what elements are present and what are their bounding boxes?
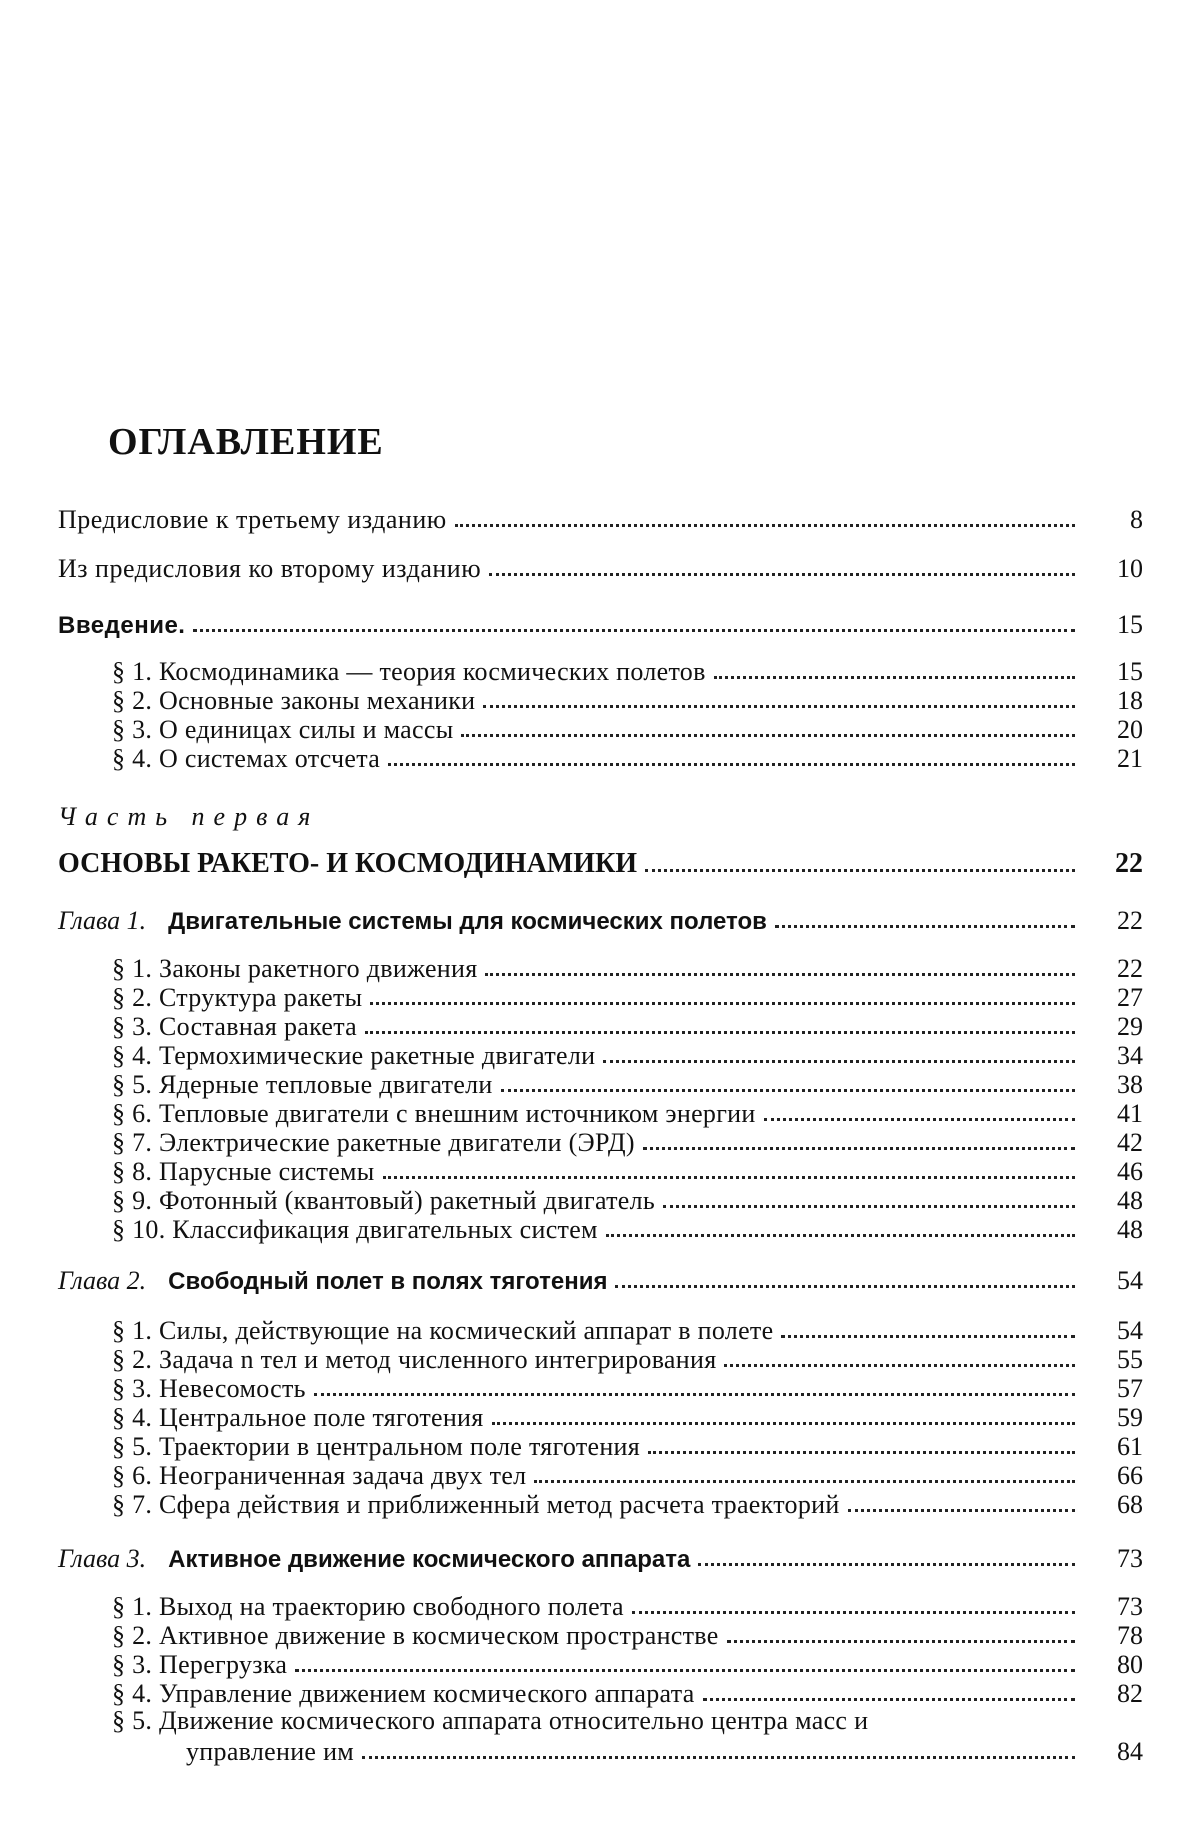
toc-section[interactable] [112, 1184, 1143, 1214]
section-label: § 6. Тепловые двигатели с внешним источником энергии [112, 1099, 756, 1128]
section-page: 21 [1117, 744, 1143, 773]
section-label: § 3. Невесомость [112, 1374, 306, 1403]
leader-dots [314, 1393, 1075, 1396]
section-label: § 9. Фотонный (квантовый) ракетный двигатель [112, 1186, 656, 1215]
leader-dots [362, 1756, 1075, 1759]
section-label: § 1. Силы, действующие на космический аппарат в полете [112, 1316, 774, 1345]
section-label-line1: § 5. Движение космического аппарата относительно центра масс и [112, 1706, 869, 1735]
section-label: § 6. Неограниченная задача двух тел [112, 1461, 527, 1490]
leader-dots [632, 1611, 1075, 1614]
leader-dots [645, 869, 1075, 872]
entry-label: Из предисловия ко второму изданию [58, 554, 482, 583]
chapter-number: Глава 3. [58, 1544, 147, 1573]
section-page: 80 [1117, 1650, 1143, 1679]
section-label: § 3. Составная ракета [112, 1012, 358, 1041]
section-page: 22 [1117, 954, 1143, 983]
section-page: 48 [1117, 1186, 1143, 1215]
section-label: § 2. Задача n тел и метод численного интегрирования [112, 1345, 717, 1374]
chapter-page: 22 [1117, 906, 1143, 935]
entry-page: 8 [1130, 505, 1143, 534]
section-page: 18 [1117, 686, 1143, 715]
leader-dots [781, 1335, 1075, 1338]
leader-dots [724, 1364, 1075, 1367]
section-page: 57 [1117, 1374, 1143, 1403]
section-label-line2: управление им [186, 1737, 355, 1766]
toc-section[interactable] [112, 1155, 1143, 1185]
leader-dots [489, 573, 1075, 576]
toc-entry[interactable] [58, 503, 1143, 533]
leader-dots [534, 1480, 1075, 1483]
leader-dots [193, 629, 1075, 632]
leader-dots [615, 1285, 1075, 1288]
toc-chapter[interactable] [58, 1264, 1143, 1294]
section-label: § 3. Перегрузка [112, 1650, 288, 1679]
toc-section[interactable] [112, 655, 1143, 685]
section-page: 84 [1117, 1737, 1143, 1766]
leader-dots [603, 1060, 1075, 1063]
toc-section[interactable] [112, 1213, 1143, 1243]
section-label: § 3. О единицах силы и массы [112, 715, 454, 744]
section-label: § 1. Выход на траекторию свободного полета [112, 1592, 624, 1621]
toc-chapter[interactable] [58, 904, 1143, 934]
leader-dots [365, 1031, 1075, 1034]
chapter-number: Глава 2. [58, 1266, 147, 1295]
section-label: § 5. Траектории в центральном поле тяготения [112, 1432, 641, 1461]
toc-section[interactable] [112, 1343, 1143, 1373]
leader-dots [643, 1147, 1075, 1150]
section-page: 15 [1117, 657, 1143, 686]
leader-dots [485, 973, 1075, 976]
section-label: § 2. Основные законы механики [112, 686, 476, 715]
leader-dots [383, 1176, 1075, 1179]
toc-section[interactable] [112, 1590, 1143, 1620]
leader-dots [501, 1089, 1075, 1092]
toc-section[interactable] [112, 1097, 1143, 1127]
section-label: § 10. Классификация двигательных систем [112, 1215, 598, 1244]
toc-section[interactable] [112, 1488, 1143, 1518]
section-page: 27 [1117, 983, 1143, 1012]
section-label: § 4. Термохимические ракетные двигатели [112, 1041, 596, 1070]
toc-section[interactable] [112, 1068, 1143, 1098]
toc-chapter[interactable] [58, 1542, 1143, 1572]
chapter-page: 73 [1117, 1544, 1143, 1573]
toc-section[interactable] [112, 1401, 1143, 1431]
section-page: 59 [1117, 1403, 1143, 1432]
section-page: 73 [1117, 1592, 1143, 1621]
toc-entry-intro[interactable] [58, 608, 1143, 638]
leader-dots [370, 1002, 1075, 1005]
section-page: 46 [1117, 1157, 1143, 1186]
leader-dots [775, 925, 1075, 928]
entry-page: 15 [1117, 610, 1143, 639]
section-page: 78 [1117, 1621, 1143, 1650]
toc-section[interactable] [112, 1459, 1143, 1489]
leader-dots [703, 1698, 1075, 1701]
toc-section[interactable] [112, 1010, 1143, 1040]
leader-dots [848, 1509, 1075, 1512]
section-page: 34 [1117, 1041, 1143, 1070]
toc-section-multiline[interactable] [112, 1706, 1143, 1736]
section-page: 68 [1117, 1490, 1143, 1519]
leader-dots [606, 1234, 1075, 1237]
leader-dots [698, 1563, 1075, 1566]
toc-entry[interactable] [58, 552, 1143, 582]
section-label: § 4. О системах отсчета [112, 744, 381, 773]
leader-dots [714, 676, 1075, 679]
toc-part-title[interactable] [58, 848, 1143, 878]
section-label: § 2. Структура ракеты [112, 983, 363, 1012]
toc-section[interactable] [112, 1314, 1143, 1344]
section-page: 20 [1117, 715, 1143, 744]
section-label: § 4. Центральное поле тяготения [112, 1403, 484, 1432]
toc-section[interactable] [112, 684, 1143, 714]
chapter-title: Свободный полет в полях тяготения [168, 1268, 608, 1295]
leader-dots [764, 1118, 1075, 1121]
toc-section[interactable] [112, 1372, 1143, 1402]
entry-page: 10 [1117, 554, 1143, 583]
toc-section[interactable] [112, 742, 1143, 772]
section-label: § 7. Электрические ракетные двигатели (ЭРД) [112, 1128, 635, 1157]
chapter-number: Глава 1. [58, 906, 147, 935]
section-page: 38 [1117, 1070, 1143, 1099]
chapter-title: Активное движение космического аппарата [168, 1546, 691, 1573]
section-page: 61 [1117, 1432, 1143, 1461]
section-page: 29 [1117, 1012, 1143, 1041]
section-page: 48 [1117, 1215, 1143, 1244]
section-page: 54 [1117, 1316, 1143, 1345]
chapter-page: 54 [1117, 1266, 1143, 1295]
toc-section[interactable] [112, 981, 1143, 1011]
entry-label: Введение. [58, 612, 186, 639]
section-page: 41 [1117, 1099, 1143, 1128]
section-page: 55 [1117, 1345, 1143, 1374]
leader-dots [492, 1422, 1075, 1425]
toc-section[interactable] [112, 1619, 1143, 1649]
toc-section[interactable] [112, 1039, 1143, 1069]
leader-dots [455, 524, 1075, 527]
entry-label: Предисловие к третьему изданию [58, 505, 447, 534]
section-label: § 1. Космодинамика — теория космических полетов [112, 657, 706, 686]
toc-section[interactable] [112, 713, 1143, 743]
part-label: Часть первая [58, 802, 320, 831]
toc-section[interactable] [112, 1126, 1143, 1156]
leader-dots [483, 705, 1075, 708]
toc-section[interactable] [112, 1677, 1143, 1707]
part-page: 22 [1115, 848, 1143, 879]
section-page: 42 [1117, 1128, 1143, 1157]
leader-dots [461, 734, 1075, 737]
section-label: § 4. Управление движением космического аппарата [112, 1679, 695, 1708]
section-page: 82 [1117, 1679, 1143, 1708]
leader-dots [727, 1640, 1075, 1643]
chapter-title: Двигательные системы для космических полетов [168, 908, 767, 935]
toc-section-continuation[interactable] [186, 1735, 1143, 1765]
section-label: § 1. Законы ракетного движения [112, 954, 478, 983]
section-label: § 2. Активное движение в космическом пространстве [112, 1621, 719, 1650]
page-title: ОГЛАВЛЕНИЕ [108, 421, 384, 463]
leader-dots [663, 1205, 1075, 1208]
toc-section[interactable] [112, 952, 1143, 982]
section-label: § 7. Сфера действия и приближенный метод расчета траекторий [112, 1490, 840, 1519]
leader-dots [388, 763, 1075, 766]
toc-section[interactable] [112, 1430, 1143, 1460]
part-title: ОСНОВЫ РАКЕТО- И КОСМОДИНАМИКИ [58, 848, 638, 879]
section-page: 66 [1117, 1461, 1143, 1490]
section-label: § 5. Ядерные тепловые двигатели [112, 1070, 493, 1099]
section-label: § 8. Парусные системы [112, 1157, 375, 1186]
leader-dots [648, 1451, 1075, 1454]
leader-dots [295, 1669, 1075, 1672]
toc-section[interactable] [112, 1648, 1143, 1678]
